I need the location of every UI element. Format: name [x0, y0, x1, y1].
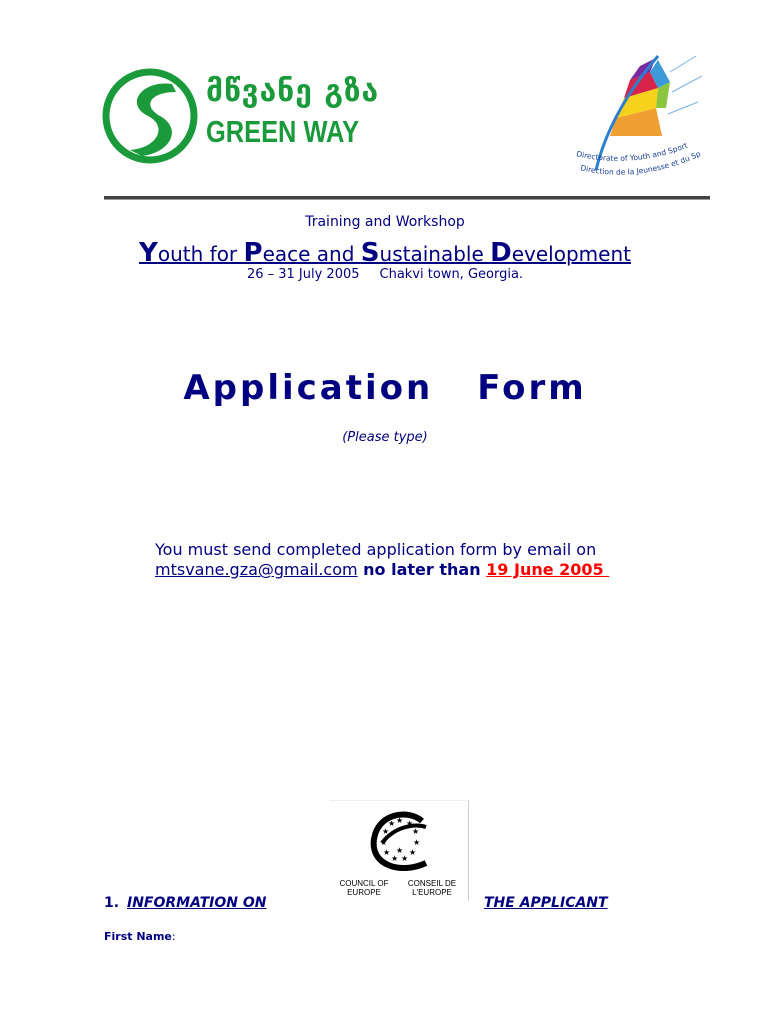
header-divider	[104, 196, 710, 200]
title-part: Peace and	[243, 238, 361, 268]
first-name-label: First Name:	[104, 930, 176, 943]
svg-text:★: ★	[391, 854, 399, 863]
conseil-de-l-europe-text: CONSEIL DE L'EUROPE	[407, 879, 457, 897]
svg-text:★: ★	[388, 819, 396, 828]
svg-text:★: ★	[401, 854, 409, 863]
council-of-europe-emblem-icon	[364, 807, 436, 877]
green-way-logo	[102, 66, 382, 166]
directorate-youth-sport-logo	[566, 52, 716, 182]
event-dates-location	[0, 267, 770, 282]
deadline-lead: no later than	[357, 560, 487, 579]
svg-text:★: ★	[412, 827, 420, 836]
green-way-name: GREEN WAY	[206, 114, 360, 149]
please-type-note: (Please type)	[342, 430, 428, 445]
form-title	[0, 368, 770, 408]
instruction-deadline	[155, 560, 609, 579]
deadline-date: 19 June 2005	[486, 560, 610, 579]
svg-text:★: ★	[409, 848, 417, 857]
event-location: Chakvi town, Georgia.	[379, 267, 524, 282]
title-part: Youth for	[139, 238, 244, 268]
svg-text:★: ★	[396, 846, 404, 855]
email-link[interactable]: mtsvane.gza@gmail.com	[155, 560, 358, 579]
svg-text:★: ★	[382, 827, 390, 836]
event-dates: 26 – 31 July 2005	[246, 267, 360, 282]
section-heading-part: THE APPLICANT	[484, 895, 608, 911]
section-heading-part: INFORMATION ON	[127, 895, 267, 911]
svg-text:★: ★	[406, 819, 414, 828]
directorate-text-en: Directorate of Youth and Sport	[575, 140, 689, 163]
training-label: Training and Workshop	[305, 214, 465, 230]
directorate-text-fr: Direction de la Jeunesse et du Sp	[579, 149, 703, 177]
title-part: Development	[490, 238, 631, 268]
svg-text:★: ★	[380, 838, 388, 847]
council-of-europe-text: COUNCIL OF EUROPE	[339, 879, 389, 897]
event-title	[0, 238, 770, 268]
council-of-europe-logo	[330, 800, 469, 901]
svg-text:★: ★	[396, 816, 404, 825]
svg-text:★: ★	[383, 848, 391, 857]
form-title-word: Application	[183, 368, 434, 408]
green-way-emblem-icon	[102, 66, 202, 166]
section-number: 1.	[104, 895, 120, 911]
green-way-georgian-text: მწვანე გზა	[206, 74, 380, 109]
form-title-word: Form	[477, 368, 587, 408]
title-part: Sustainable	[360, 238, 491, 268]
svg-text:★: ★	[413, 838, 421, 847]
instruction-text: You must send completed application form by email on	[155, 540, 597, 559]
directorate-sail-icon	[566, 52, 716, 182]
